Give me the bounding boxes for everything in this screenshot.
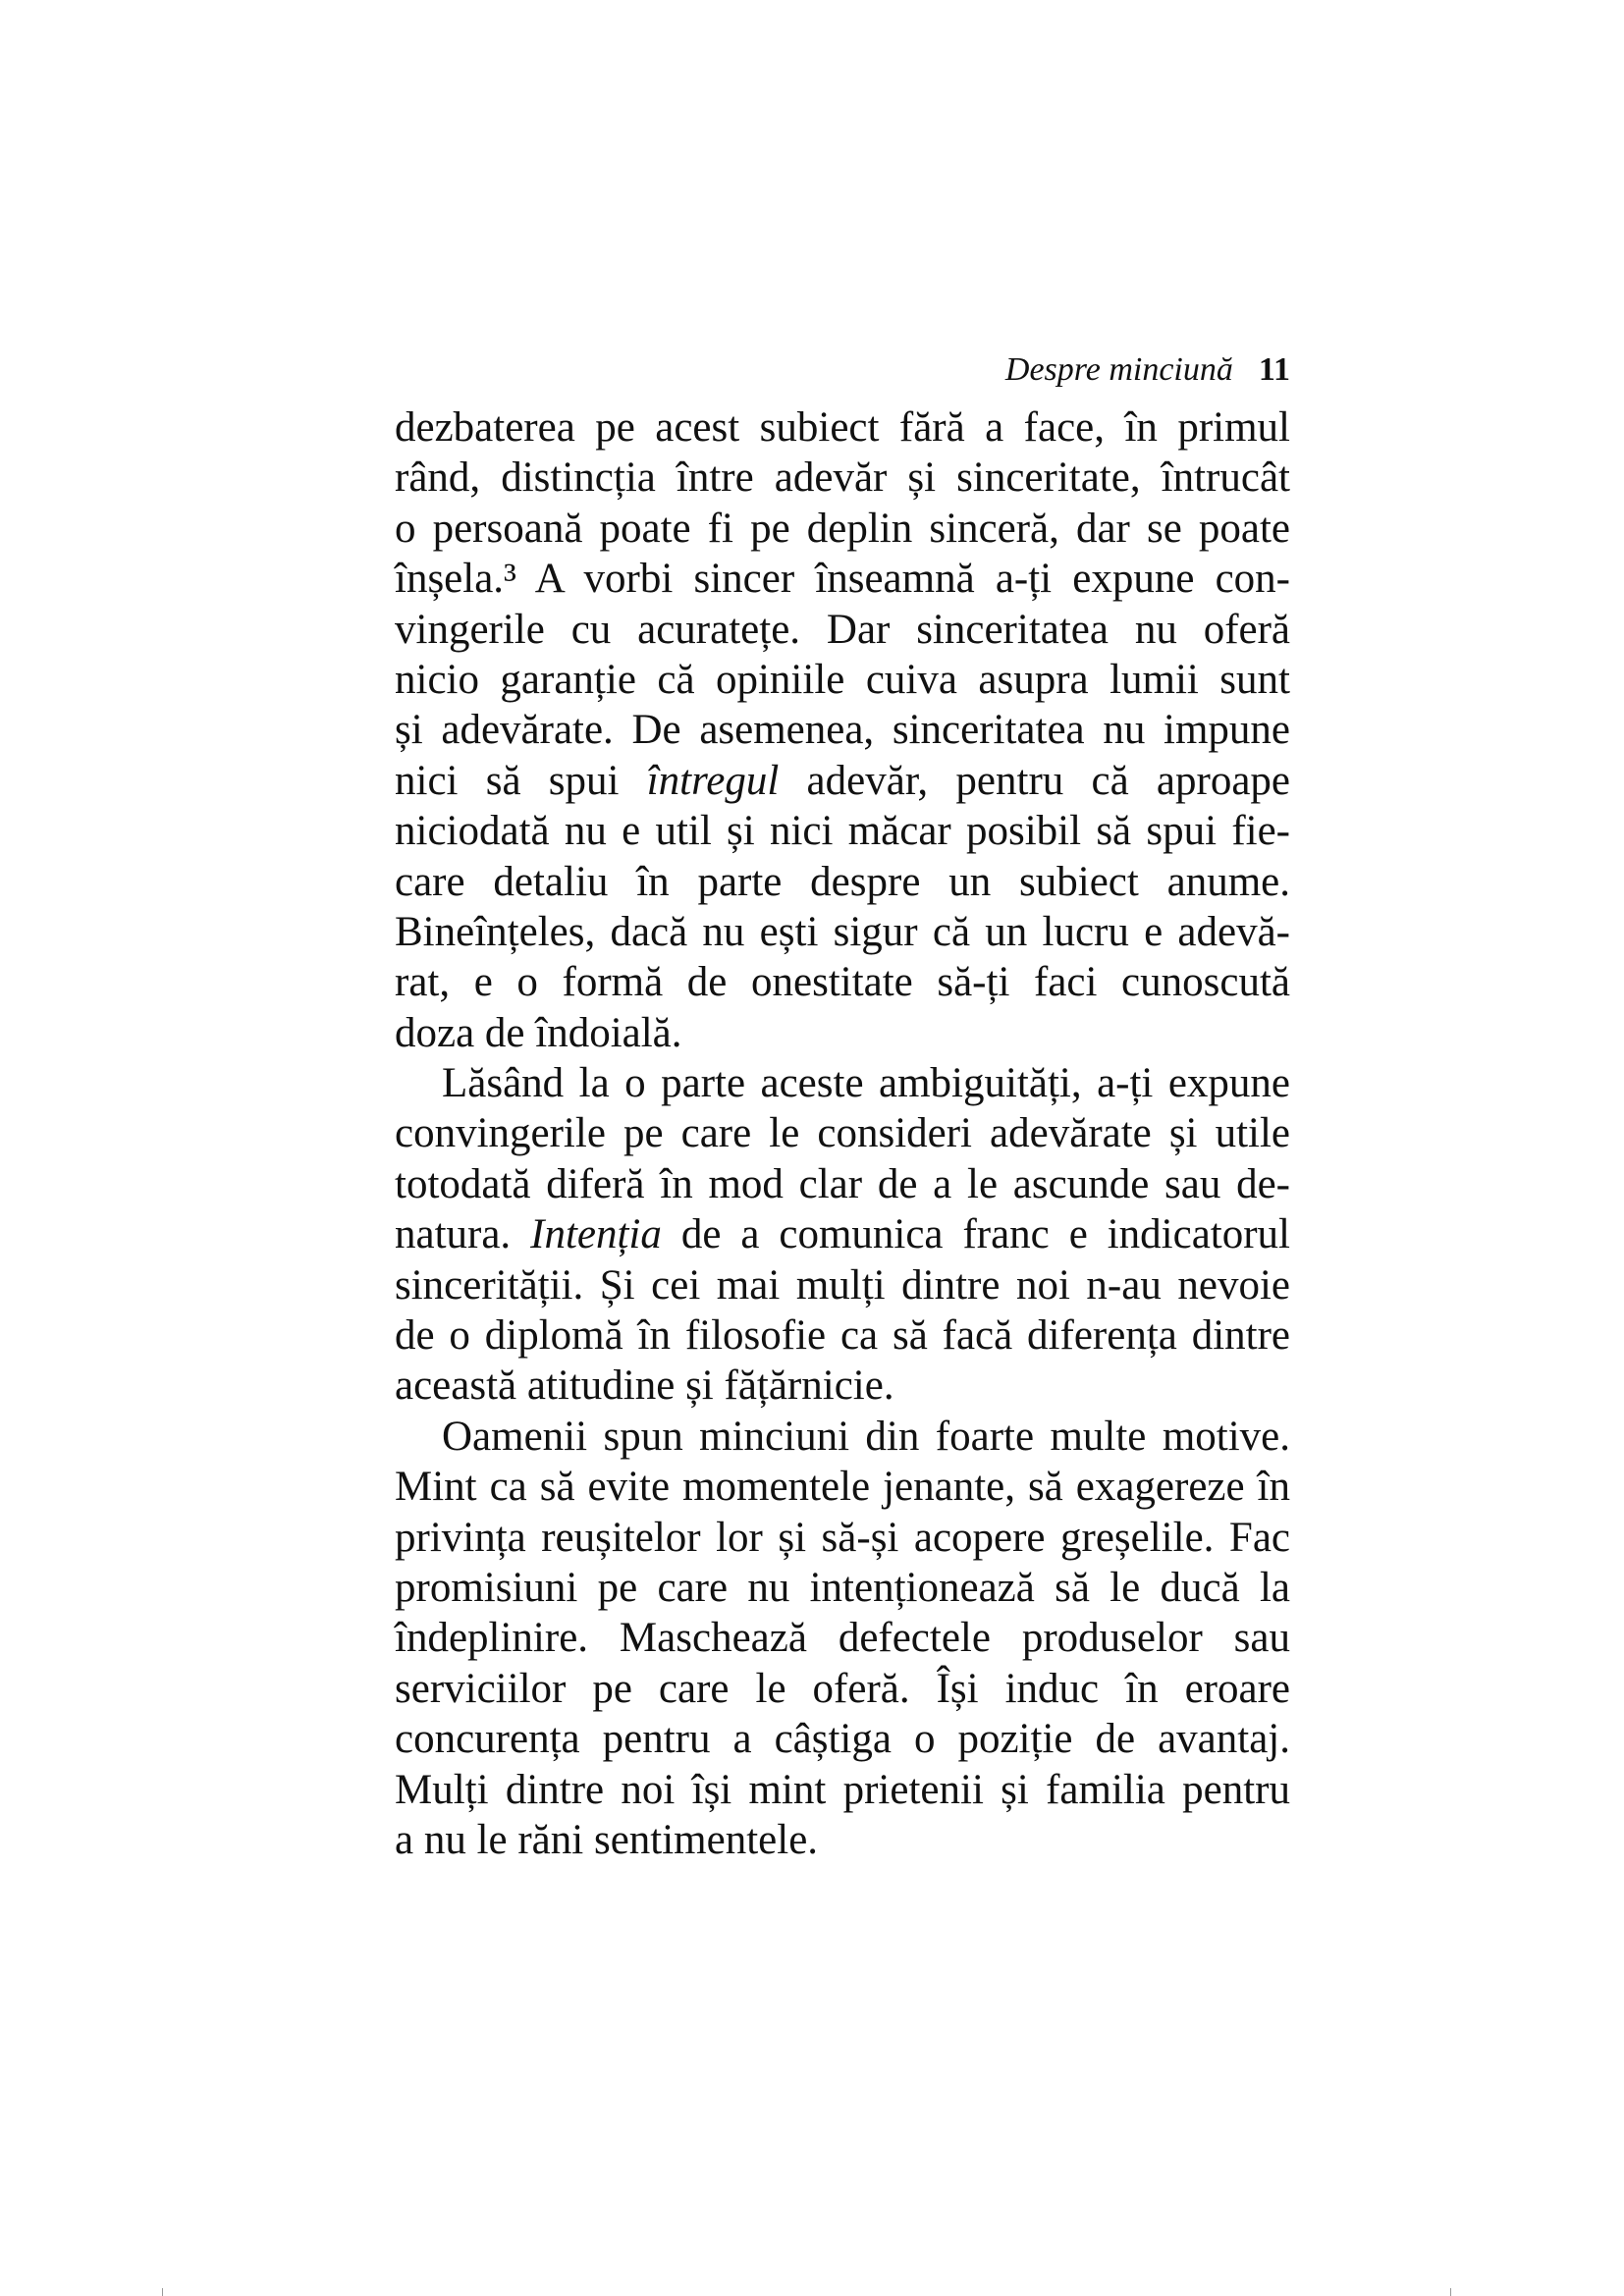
text-line: rând, distincția între adevăr și sinceritate, întrucât [395, 454, 1290, 502]
text-line: nicio garanție că opiniile cuiva asupra lumii sunt [395, 656, 1290, 703]
text-line: o persoană poate fi pe deplin sinceră, dar se poate [395, 505, 1290, 552]
running-title: Despre minciună [1004, 351, 1233, 388]
text-line: a nu le răni sentimentele. [395, 1816, 819, 1863]
text-line: doza de îndoială. [395, 1009, 682, 1056]
text-line: totodată diferă în mod clar de a le ascunde sau de- [395, 1160, 1290, 1207]
text-line: dezbaterea pe acest subiect fără a face, în primul [395, 404, 1290, 451]
text-line: privința reușitelor lor și să-și acopere greșelile. Fac [395, 1514, 1290, 1561]
text-line: Bineînțeles, dacă nu ești sigur că un lucru e adevă- [395, 908, 1290, 955]
text-line: această atitudine și fățărnicie. [395, 1362, 894, 1410]
text-line: rat, e o formă de onestitate să-ți faci cunoscută [395, 959, 1290, 1006]
text-line: de o diplomă în filosofie ca să facă diferența dintre [395, 1312, 1290, 1360]
text-line: sincerității. Și cei mai mulți dintre noi n-au nevoie [395, 1261, 1290, 1308]
text-line: Mint ca să evite momentele jenante, să exagereze în [395, 1464, 1290, 1511]
body-text [395, 402, 1290, 1865]
text-line: nici să spui întregul adevăr, pentru că aproape [395, 757, 1291, 804]
text-line: îndeplinire. Maschează defectele produselor sau [395, 1615, 1290, 1662]
text-line: și adevărate. De asemenea, sinceritatea nu impune [395, 707, 1290, 754]
text-line: natura. Intenția de a comunica franc e indicatorul [395, 1211, 1290, 1258]
page-number: 11 [1258, 351, 1290, 388]
text-line: niciodată nu e util și nici măcar posibil să spui fie- [395, 808, 1290, 855]
running-header [884, 351, 1290, 400]
text-line: vingerile cu acuratețe. Dar sinceritatea nu oferă [395, 606, 1290, 653]
text-line: Oamenii spun minciuni din foarte multe motive. [442, 1413, 1290, 1460]
text-line: concurența pentru a câștiga o poziție de avantaj. [395, 1716, 1290, 1763]
text-line: Lăsând la o parte aceste ambiguități, a-ți expune [442, 1060, 1290, 1107]
paragraph [395, 402, 1290, 1058]
crop-mark [1450, 2288, 1451, 2296]
text-line: convingerile pe care le consideri adevărate și utile [395, 1110, 1290, 1157]
text-line: serviciilor pe care le oferă. Își induc în eroare [395, 1665, 1290, 1712]
paragraph [395, 1058, 1290, 1412]
text-line: Mulți dintre noi își mint prietenii și familia pentru [395, 1766, 1290, 1813]
crop-mark [162, 2288, 163, 2296]
text-line: care detaliu în parte despre un subiect anume. [395, 858, 1290, 905]
text-line: promisiuni pe care nu intenționează să le ducă la [395, 1564, 1290, 1611]
paragraph [395, 1412, 1290, 1866]
text-line: înșela.³ A vorbi sincer înseamnă a-ți expune con- [395, 556, 1290, 603]
